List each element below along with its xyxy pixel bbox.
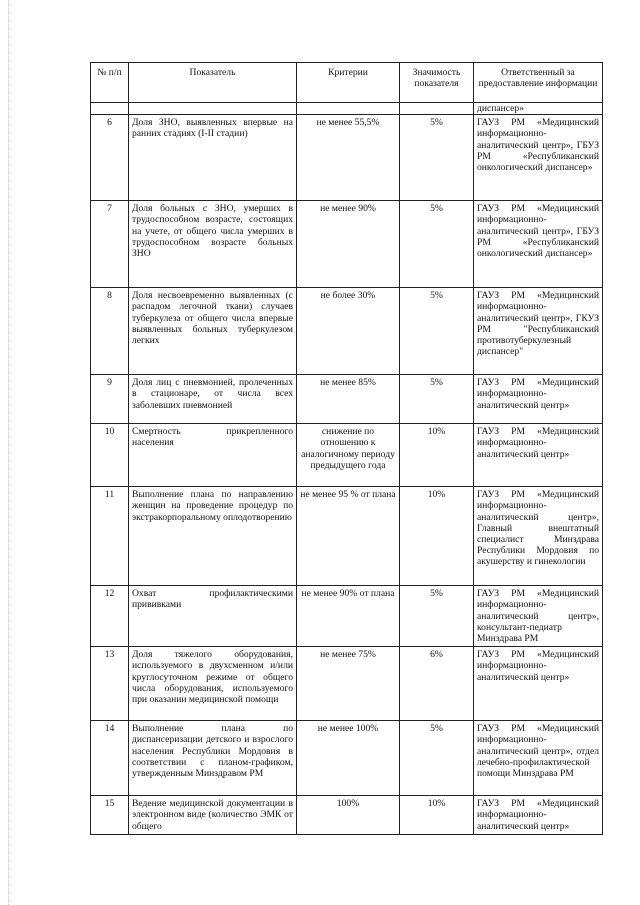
row-criteria: 100%: [297, 796, 400, 835]
row-indicator: Ведение медицинской документации в электронном виде (количество ЭМК от общего: [129, 796, 297, 835]
row-indicator: Охват профилактическими прививками: [129, 586, 297, 647]
row-criteria: не менее 90%: [297, 201, 400, 288]
table-row: [91, 201, 603, 288]
row-value: 5%: [400, 375, 474, 424]
header-responsible: Ответственный за предоставление информации: [474, 63, 603, 103]
indicators-table: [90, 62, 603, 835]
row-num: 13: [91, 647, 129, 721]
row-num: 11: [91, 487, 129, 586]
row-indicator: Доля лиц с пневмонией, пролеченных в стационаре, от числа всех заболевших пневмонией: [129, 375, 297, 424]
table-row: [91, 288, 603, 375]
row-num: 6: [91, 115, 129, 201]
row-value: 5%: [400, 288, 474, 375]
row-value: 5%: [400, 201, 474, 288]
continuation-row: [91, 103, 603, 115]
row-num: 7: [91, 201, 129, 288]
row-criteria: не менее 95 % от плана: [297, 487, 400, 586]
row-indicator: Доля больных с ЗНО, умерших в трудоспособном возрасте, состоящих на учете, от общего числа умерших в трудоспособном возрасте больных ЗНО: [129, 201, 297, 288]
header-num: № п/п: [91, 63, 129, 103]
row-num: 8: [91, 288, 129, 375]
row-value: 5%: [400, 586, 474, 647]
row-criteria: не менее 100%: [297, 721, 400, 796]
row-indicator: Выполнение плана по диспансеризации детского и взрослого населения Республики Мордовия в соответствии с планом-графиком, утвержденным Минздравом РМ: [129, 721, 297, 796]
row-value: 10%: [400, 424, 474, 487]
row-num: 15: [91, 796, 129, 835]
row-responsible: ГАУЗ РМ «Медицинский информационно-аналитический центр»: [474, 796, 603, 835]
table-row: [91, 487, 603, 586]
row-responsible: ГАУЗ РМ «Медицинский информационно-аналитический центр»: [474, 375, 603, 424]
table-row: [91, 424, 603, 487]
table-row: [91, 721, 603, 796]
row-value: 10%: [400, 796, 474, 835]
header-value: Значимость показателя: [400, 63, 474, 103]
row-criteria: не более 30%: [297, 288, 400, 375]
row-indicator: Доля несвоевременно выявленных (с распадом легочной ткани) случаев туберкулеза от общего числа впервые выявленных больных туберкулезом легких: [129, 288, 297, 375]
row-criteria: не менее 85%: [297, 375, 400, 424]
row-criteria: снижение по отношению к аналогичному периоду предыдущего года: [297, 424, 400, 487]
continuation-text: диспансер»: [474, 103, 603, 115]
row-value: 5%: [400, 721, 474, 796]
row-responsible: ГАУЗ РМ «Медицинский информационно-аналитический центр»: [474, 424, 603, 487]
header-indicator: Показатель: [129, 63, 297, 103]
row-responsible: ГАУЗ РМ «Медицинский информационно-аналитический центр», ГКУЗ РМ "Республиканский противотуберкулезный диспансер": [474, 288, 603, 375]
row-num: 12: [91, 586, 129, 647]
row-value: 6%: [400, 647, 474, 721]
row-responsible: ГАУЗ РМ «Медицинский информационно-аналитический центр»: [474, 647, 603, 721]
table-row: [91, 796, 603, 835]
row-indicator: Смертность прикрепленного населения: [129, 424, 297, 487]
table-row: [91, 647, 603, 721]
row-responsible: ГАУЗ РМ «Медицинский информационно-аналитический центр», Главный внештатный специалист Минздрава Республики Мордовия по акушерству и гинекологии: [474, 487, 603, 586]
row-indicator: Выполнение плана по направлению женщин на проведение процедур по экстракорпоральному оплодотворению: [129, 487, 297, 586]
row-responsible: ГАУЗ РМ «Медицинский информационно-аналитический центр», отдел лечебно-профилактической помощи Минздрава РМ: [474, 721, 603, 796]
table-header-row: [91, 63, 603, 103]
row-responsible: ГАУЗ РМ «Медицинский информационно-аналитический центр», ГБУЗ РМ «Республиканский онкологический диспансер»: [474, 201, 603, 288]
row-criteria: не менее 75%: [297, 647, 400, 721]
row-num: 10: [91, 424, 129, 487]
header-criteria: Критерии: [297, 63, 400, 103]
row-num: 9: [91, 375, 129, 424]
page-edge: [8, 0, 9, 905]
row-indicator: Доля ЗНО, выявленных впервые на ранних стадиях (I-II стадии): [129, 115, 297, 201]
row-indicator: Доля тяжелого оборудования, используемого в двухсменном и/или круглосуточном режиме от общего числа оборудования, используемого при оказании медицинской помощи: [129, 647, 297, 721]
table-row: [91, 375, 603, 424]
row-value: 5%: [400, 115, 474, 201]
row-criteria: не менее 55,5%: [297, 115, 400, 201]
row-responsible: ГАУЗ РМ «Медицинский информационно-аналитический центр», консультант-педиатр Минздрава РМ: [474, 586, 603, 647]
row-value: 10%: [400, 487, 474, 586]
table-row: [91, 586, 603, 647]
row-num: 14: [91, 721, 129, 796]
row-criteria: не менее 90% от плана: [297, 586, 400, 647]
row-responsible: ГАУЗ РМ «Медицинский информационно-аналитический центр», ГБУЗ РМ «Республиканский онкологический диспансер»: [474, 115, 603, 201]
table-row: [91, 115, 603, 201]
